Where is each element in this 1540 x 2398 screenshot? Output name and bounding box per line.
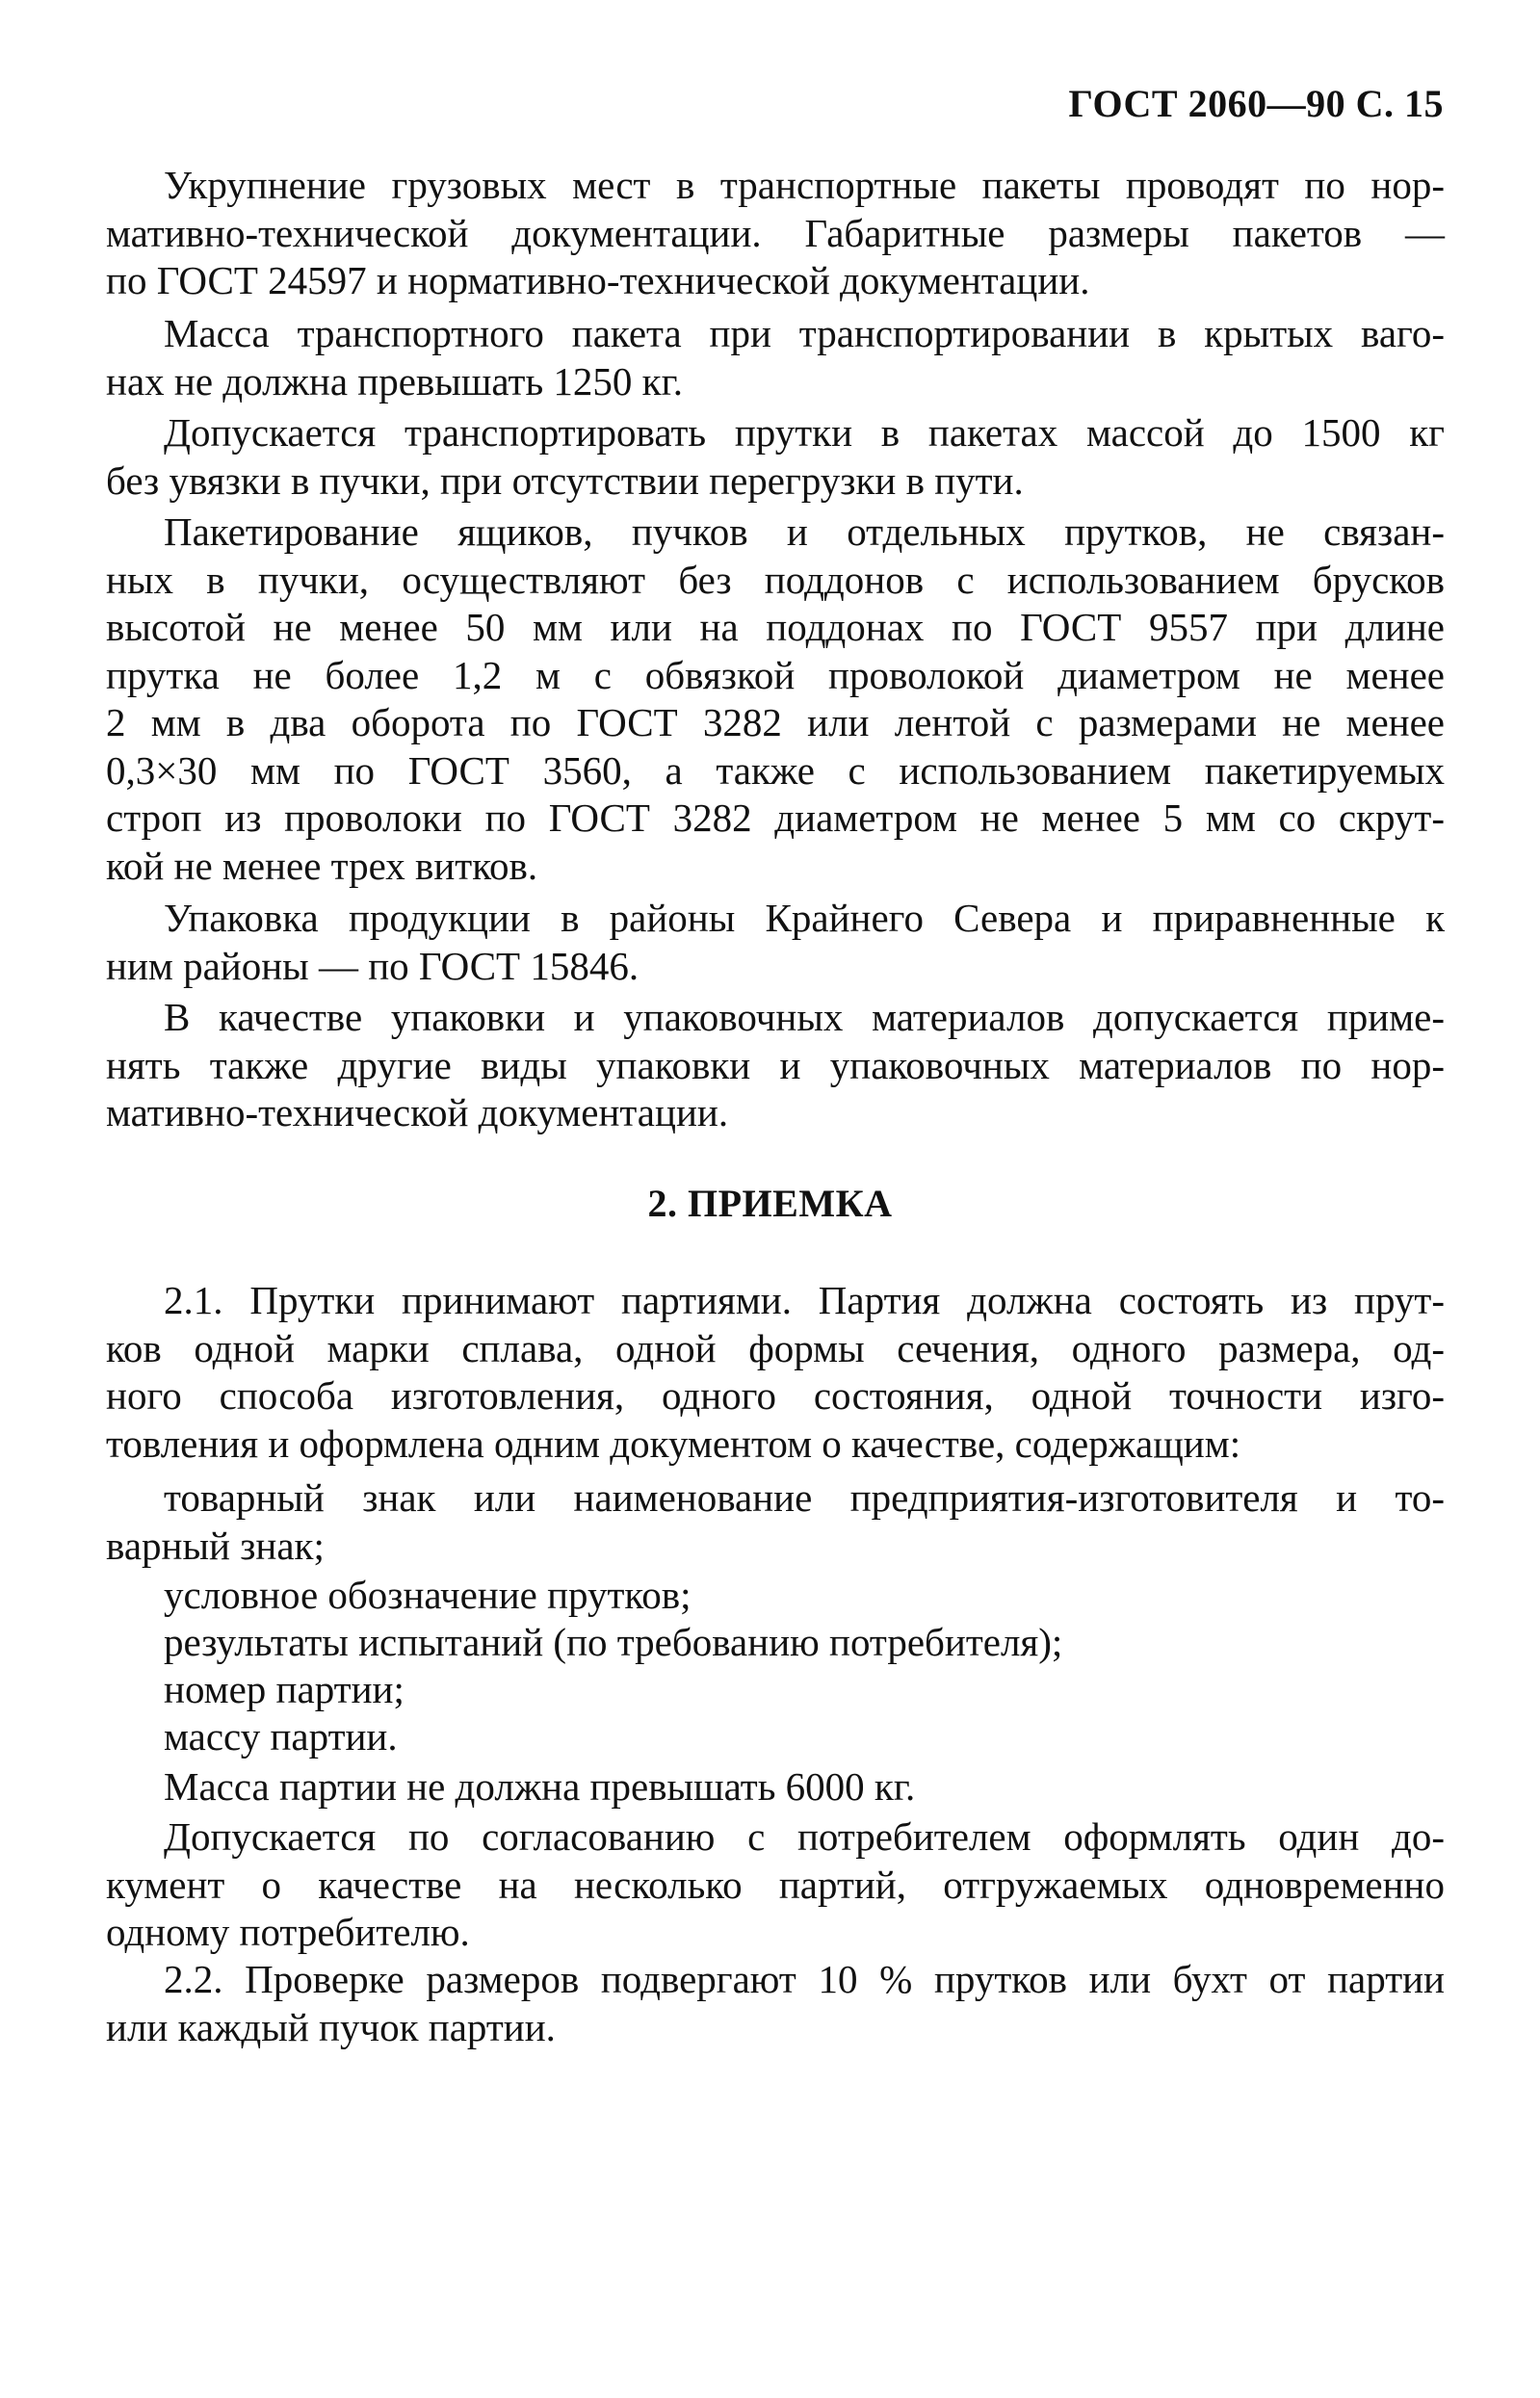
text-line: Допускается по согласованию с потребителем оформлять один до- <box>164 1814 1445 1859</box>
text-line: Упаковка продукции в районы Крайнего Севера и приравненные к <box>164 896 1445 940</box>
text-line: условное обозначение прутков; <box>164 1573 692 1617</box>
text-line: ков одной марки сплава, одной формы сечения, одного размера, од- <box>106 1325 1445 1370</box>
text-line: Масса транспортного пакета при транспортировании в крытых ваго- <box>164 311 1445 355</box>
text-line: прутка не более 1,2 м с обвязкой проволокой диаметром не менее <box>106 652 1445 697</box>
paragraph-2-1 <box>106 1277 1445 1468</box>
text-line: мативно-технической документации. Габаритные размеры пакетов — <box>106 210 1445 255</box>
paragraph-2-2 <box>106 1956 1445 2051</box>
text-line: массу партии. <box>164 1714 398 1759</box>
text-line: 0,3×30 мм по ГОСТ 3560, а также с использованием пакетируемых <box>106 747 1445 793</box>
list-item-trademark <box>106 1474 1445 1570</box>
text-line: 2.1. Прутки принимают партиями. Партия должна состоять из прут- <box>164 1278 1445 1322</box>
paragraph-max-batch-mass <box>106 1763 1445 1812</box>
paragraph-packing-materials <box>106 994 1445 1137</box>
list-item-test-results <box>106 1619 1445 1667</box>
section-title: 2. ПРИЕМКА <box>647 1182 893 1225</box>
text-line: кумент о качестве на несколько партий, отгружаемых одновременно <box>106 1862 1445 1907</box>
text-line: номер партии; <box>164 1667 405 1711</box>
text-line: кой не менее трех витков. <box>106 843 538 888</box>
list-item-batch-number <box>106 1666 1445 1714</box>
text-line: одному потребителю. <box>106 1910 470 1954</box>
paragraph-pack-mass <box>106 310 1445 405</box>
text-line: строп из проволоки по ГОСТ 3282 диаметром не менее 5 мм со скрут- <box>106 795 1445 840</box>
text-line: результаты испытаний (по требованию потребителя); <box>164 1620 1063 1664</box>
text-line: товарный знак или наименование предприятия-изготовителя и то- <box>164 1475 1445 1520</box>
text-line: 2.2. Проверке размеров подвергают 10 % прутков или бухт от партии <box>164 1957 1445 2001</box>
text-line: 2 мм в два оборота по ГОСТ 3282 или лентой с размерами не менее <box>106 700 1445 744</box>
text-line: Масса партии не должна превышать 6000 кг. <box>164 1764 916 1809</box>
text-line: Укрупнение грузовых мест в транспортные пакеты проводят по нор- <box>164 163 1445 207</box>
paragraph-far-north <box>106 895 1445 990</box>
text-line: мативно-технической документации. <box>106 1090 729 1134</box>
text-line: или каждый пучок партии. <box>106 2004 556 2049</box>
text-line: нах не должна превышать 1250 кг. <box>106 358 684 404</box>
text-line: ных в пучки, осуществляют без поддонов с использованием брусков <box>106 557 1445 602</box>
paragraph-transport-permission <box>106 409 1445 505</box>
text-line: ним районы — по ГОСТ 15846. <box>106 943 639 988</box>
text-line: варный знак; <box>106 1523 325 1568</box>
text-line: ного способа изготовления, одного состояния, одной точности изго- <box>106 1373 1445 1418</box>
paragraph-single-document <box>106 1813 1445 1957</box>
list-item-designation <box>106 1572 1445 1620</box>
text-line: без увязки в пучки, при отсутствии перегрузки в пути. <box>106 457 1024 503</box>
text-line: Пакетирование ящиков, пучков и отдельных прутков, не связан- <box>164 509 1445 554</box>
text-line: высотой не менее 50 мм или на поддонах по ГОСТ 9557 при длине <box>106 605 1445 649</box>
text-line: В качестве упаковки и упаковочных материалов допускается приме- <box>164 995 1445 1039</box>
list-item-batch-mass <box>106 1713 1445 1761</box>
text-line: нять также другие виды упаковки и упаковочных материалов по нор- <box>106 1042 1445 1087</box>
paragraph-packeting <box>106 508 1445 890</box>
running-head: ГОСТ 2060—90 С. 15 <box>1068 82 1444 125</box>
paragraph-enlargement <box>106 162 1445 305</box>
text-line: Допускается транспортировать прутки в пакетах массой до 1500 кг <box>164 410 1445 455</box>
text-line: по ГОСТ 24597 и нормативно-технической документации. <box>106 258 1090 302</box>
text-line: товления и оформлена одним документом о качестве, содержащим: <box>106 1421 1241 1466</box>
